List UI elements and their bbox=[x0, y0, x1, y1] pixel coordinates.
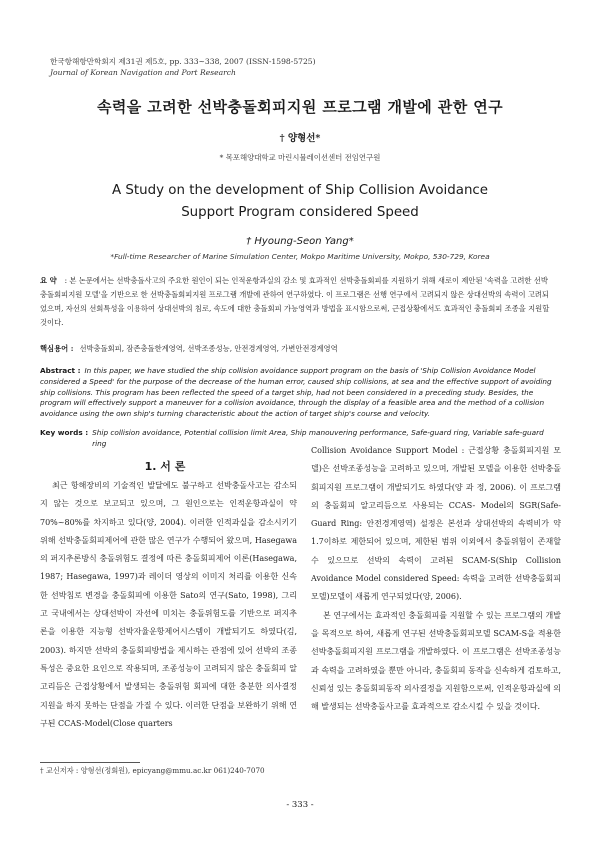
body-paragraph: 본 연구에서는 효과적인 충돌회피를 지원할 수 있는 프로그램의 개발을 목적으로 하여, 새롭게 연구된 선박충돌회피모델 SCAM-S을 적용한 선박충돌회피지원 프로그램을 개발하였다. 이 프로그램은 선박조종성능과 속력을 고려하였을 뿐만 아니라, 충돌회피 동작을 신속하게 검토하고, 신뢰성 있는 충돌회피동작 의사결정을 지원함으로써, 인적운항과실에 의해 발생되는 선박충돌사고를 효과적으로 감소시킬 수 있을 것이다. bbox=[311, 610, 561, 712]
author-english: † Hyoung-Seon Yang* bbox=[246, 236, 354, 247]
abstract-korean bbox=[40, 274, 550, 330]
body-column-right bbox=[311, 442, 561, 716]
footnote-corresponding-author: † 교신저자 : 양형선(정회원), epicyang@mmu.ac.kr 061)240-7070 bbox=[40, 766, 265, 775]
affiliation-korean: * 목포해양대학교 마린시뮬레이션센터 전임연구원 bbox=[219, 153, 381, 162]
journal-citation: 한국항해항만학회지 제31권 제5호, pp. 333~338, 2007 (ISSN-1598-5725) bbox=[50, 57, 316, 66]
author-korean: † 양형선* bbox=[279, 133, 321, 144]
abstract-korean-label: 요 약 bbox=[40, 276, 57, 285]
journal-header bbox=[50, 56, 316, 78]
abstract-english-label: Abstract : bbox=[40, 366, 81, 375]
body-column-left bbox=[40, 477, 297, 733]
journal-name-en: Journal of Korean Navigation and Port Research bbox=[50, 68, 236, 77]
keywords-english-label: Key words : bbox=[40, 428, 89, 437]
keywords-english-text: Ship collision avoidance, Potential collision limit Area, Ship manouvering performance, Safe-guard ring, Variable safe-guard ring bbox=[92, 428, 544, 448]
title-english-line1: A Study on the development of Ship Collision Avoidance bbox=[111, 183, 489, 198]
affiliation-english: *Full-time Researcher of Marine Simulation Center, Mokpo Maritime University, Mokpo, 530-729, Korea bbox=[110, 252, 490, 261]
keywords-korean bbox=[40, 344, 550, 354]
body-paragraph: 최근 항해장비의 기술적인 발달에도 불구하고 선박충돌사고는 감소되지 않는 것으로 보고되고 있으며, 그 원인으로는 인적운항과실이 약 70%~80%를 차지하고 있다(양, 2004). 이러한 인적과실을 감소시키기 위해 선박충돌회피제어에 관한 많은 연구가 수행되어 왔으며, Hasegawa의 퍼지추론방식 충돌위험도 결정에 따른 충돌회피제어 이론(Hasegawa, 1987; Hasegawa, 1997)과 레이더 영상의 이미지 처리를 이용한 신속한 선박침로 변경을 충돌회피에 이용한 Sato의 연구(Sato, 1998), 그리고 국내에서는 상대선박이 자선에 미치는 충돌위험도를 기반으로 퍼지추론을 이용한 지능형 선박자율운항제어시스템이 개발되기도 하였다(김, 2003). 하지만 선박의 충돌회피방법을 제시하는 관점에 있어 선박의 조종특성은 중요한 요인으로 작용되며, 조종성능이 고려되지 않은 충돌회피 알고리듬은 근접상황에서 발생되는 충돌위험 회피에 대한 충분한 의사결정지원을 하지 못하는 단점을 가질 수 있다. 이러한 단점을 보완하기 위해 연구된 CCAS-Model(Close quarters bbox=[40, 481, 297, 728]
section-1-heading: 1. 서 론 bbox=[144, 460, 186, 473]
keywords-korean-text: 선박충돌회피, 잠존충돌한계영역, 선박조종성능, 안전경계영역, 가변안전경계영역 bbox=[79, 344, 338, 353]
keywords-korean-label: 핵심용어 : bbox=[40, 344, 74, 353]
page-number: - 333 - bbox=[286, 800, 314, 810]
title-korean: 속력을 고려한 선박충돌회피지원 프로그램 개발에 관한 연구 bbox=[97, 98, 503, 116]
abstract-korean-text: : 본 논문에서는 선박충돌사고의 주요한 원인이 되는 인적운항과실의 감소 및 효과적인 선박충돌회피를 지원하기 위해 새로이 제안된 '속력을 고려한 선박충돌회피지원 모델'을 기반으로 한 선박충돌회피지원 프로그램 개발에 관하여 연구하였다. 이 프로그램은 선행 연구에서 고려되지 않은 상대선박의 속력이 고려되었으며, 자선의 선회특성을 이용하여 상대선박의 침로, 속도에 대한 충돌회피 가능영역과 방법을 표시함으로써, 근접상황에서도 효과적인 충돌회피 조종을 지원할 것이다. bbox=[40, 276, 550, 327]
title-english bbox=[0, 180, 600, 224]
abstract-english-text: In this paper, we have studied the ship collision avoidance support program on the basis of 'Ship Collision Avoidance Model considered a Speed' for the purpose of the decrease of the human error, caused ship collisions, at sea and the effective support of avoiding ship collisions. This program has been reflected the speed of a target ship, had not been considered in a preceding study. Besides, the program will effectively support a maneuver for a collision avoidance, through the display of a feasible area and the method of a collision avoidance using the own ship's turning characteristic about the action of target ship's course and velocity. bbox=[40, 366, 552, 419]
footnote-divider bbox=[40, 762, 140, 763]
body-paragraph: Collision Avoidance Support Model : 근접상황 충돌회피지원 모델)은 선박조종성능을 고려하고 있으며, 개발된 모델을 이용한 선박충돌회피지원 프로그램이 개발되기도 하였다(양 과 정, 2006). 이 프로그램의 충돌회피 알고리듬으로 사용되는 CCAS- Model의 SGR(Safe-Guard Ring: 안전경계영역) 설정은 본선과 상대선박의 속력비가 약 1.7이하로 제한되어 있으며, 제한된 범위 이외에서 충돌위험이 존재할 수 있으므로 선박의 속력이 고려된 SCAM-S(Ship Collision Avoidance Model considered Speed: 속력을 고려한 선박충돌회피모델)모델이 새롭게 연구되었다(양, 2006). bbox=[311, 446, 561, 602]
title-english-line2: Support Program considered Speed bbox=[181, 205, 419, 220]
abstract-english bbox=[40, 366, 555, 420]
